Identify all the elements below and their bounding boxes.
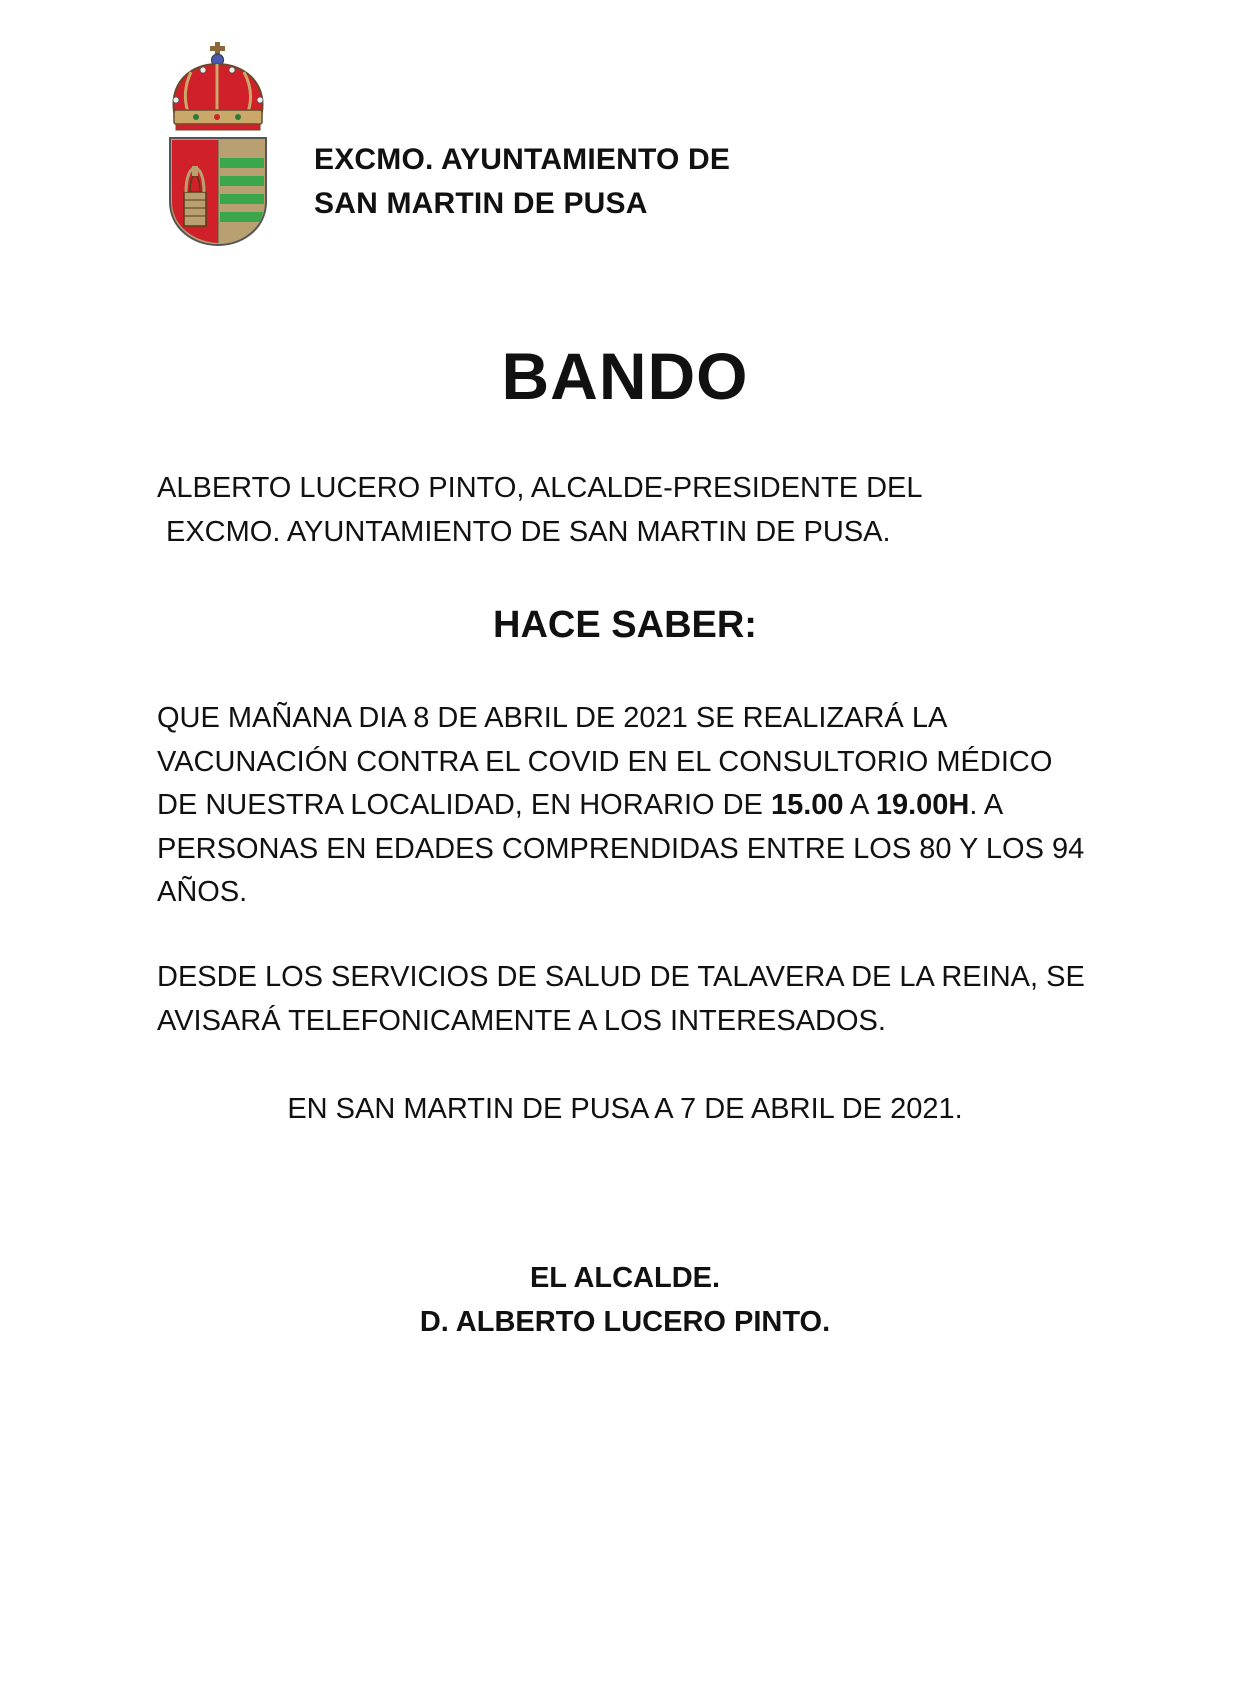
paragraph-line: AVISARÁ TELEFONICAMENTE A LOS INTERESADOS. [157,1004,886,1037]
issuer-line-1: ALBERTO LUCERO PINTO, ALCALDE-PRESIDENTE DEL [157,472,923,504]
end-time: 19.00H [875,789,970,821]
dateline: EN SAN MARTIN DE PUSA A 7 DE ABRIL DE 2021. [287,1093,963,1125]
document-title: BANDO [501,339,749,413]
start-time: 15.00 [770,789,844,821]
header-line-1: EXCMO. AYUNTAMIENTO DE [314,143,731,176]
paragraph-line: DESDE LOS SERVICIOS DE SALUD DE TALAVERA DE LA REINA, SE [157,961,1085,993]
municipality-header [314,138,730,226]
paragraph-line-schedule [157,784,1097,828]
schedule-text: DE NUESTRA LOCALIDAD, EN HORARIO DE [157,789,771,821]
paragraph-line: QUE MAÑANA DIA 8 DE ABRIL DE 2021 SE REALIZARÁ LA [157,702,948,734]
notification-paragraph [157,956,1097,1043]
issuer-block [157,466,923,554]
paragraph-line: PERSONAS EN EDADES COMPRENDIDAS ENTRE LOS 80 Y LOS 94 [157,832,1085,865]
hace-saber-heading: HACE SABER: [493,604,757,646]
signature-role: EL ALCALDE. [529,1262,721,1294]
paragraph-line: VACUNACIÓN CONTRA EL COVID EN EL CONSULTORIO MÉDICO [157,745,1053,778]
signature-name: D. ALBERTO LUCERO PINTO. [419,1306,831,1338]
signature-block [0,1256,1250,1344]
coat-of-arms-icon [166,42,270,247]
announcement-paragraph [157,697,1097,915]
paragraph-line: AÑOS. [157,876,248,908]
schedule-connector: A [843,789,876,821]
issuer-line-2: EXCMO. AYUNTAMIENTO DE SAN MARTIN DE PUSA. [166,516,891,548]
header-line-2: SAN MARTIN DE PUSA [314,187,648,220]
schedule-tail: . A [969,789,1004,821]
